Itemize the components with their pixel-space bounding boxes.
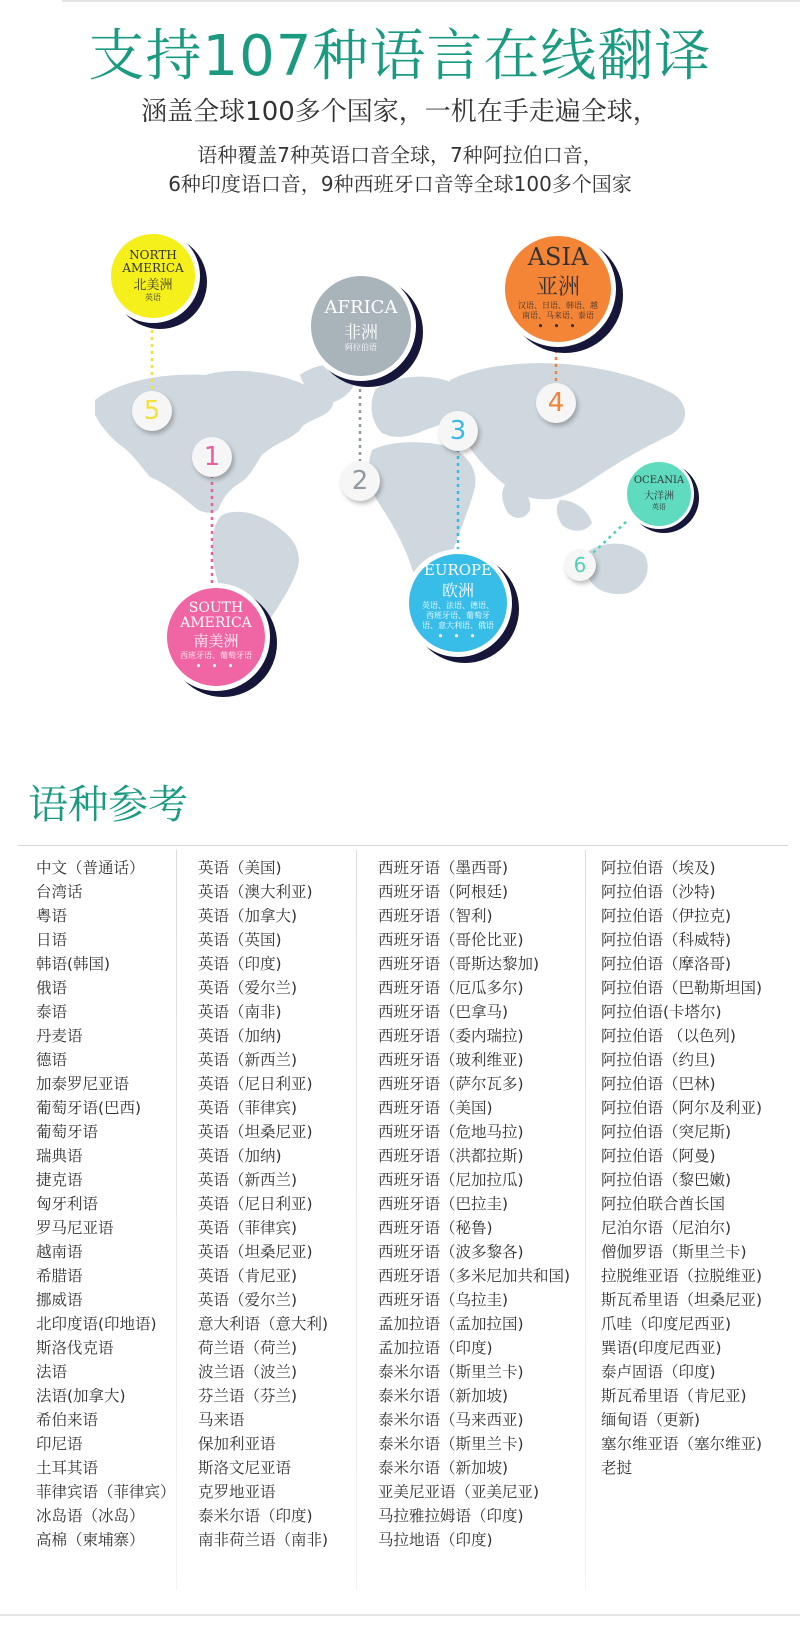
language-item: 西班牙语（波多黎各) bbox=[378, 1243, 524, 1261]
bubble-asia bbox=[500, 231, 616, 347]
language-item: 法语(加拿大) bbox=[36, 1387, 126, 1405]
language-item: 丹麦语 bbox=[36, 1027, 83, 1045]
language-item: 希伯来语 bbox=[36, 1411, 99, 1429]
language-item: 阿拉伯语（伊拉克) bbox=[601, 907, 732, 925]
asia-languages: 汉语、日语、韩语、越南语、马来语、泰语 bbox=[518, 301, 598, 321]
section-divider bbox=[18, 845, 788, 846]
description-line-1: 语种覆盖7种英语口音全球，7种阿拉伯口音， bbox=[197, 143, 603, 167]
bubble-north-america bbox=[106, 229, 200, 323]
language-item: 阿拉伯语（沙特) bbox=[601, 883, 716, 901]
asia-label-en: ASIA bbox=[527, 242, 589, 271]
north-america-label-cn: 北美洲 bbox=[133, 278, 173, 294]
description-line-2: 6种印度语口音，9种西班牙口音等全球100多个国家 bbox=[168, 172, 632, 196]
language-item: 英语（加纳) bbox=[198, 1027, 282, 1045]
marker-4: 4 bbox=[536, 383, 576, 423]
language-item: 韩语(韩国) bbox=[36, 955, 111, 973]
south-america-languages: 西班牙语、葡萄牙语 bbox=[180, 651, 252, 661]
language-item: 斯洛文尼亚语 bbox=[198, 1459, 292, 1477]
language-column-4 bbox=[601, 856, 762, 1480]
language-item: 荷兰语（荷兰) bbox=[198, 1339, 298, 1357]
language-item: 老挝 bbox=[601, 1459, 633, 1477]
language-item: 斯瓦希里语（肯尼亚) bbox=[601, 1387, 747, 1405]
north-america-languages: 英语 bbox=[145, 293, 161, 303]
marker-1: 1 bbox=[192, 437, 232, 477]
language-item: 中文（普通话） bbox=[36, 859, 145, 877]
language-item: 斯洛伐克语 bbox=[36, 1339, 114, 1357]
africa-label-cn: 非洲 bbox=[344, 322, 378, 343]
language-item: 英语（爱尔兰) bbox=[198, 1291, 298, 1309]
language-item: 葡萄牙语 bbox=[36, 1123, 99, 1141]
language-item: 克罗地亚语 bbox=[198, 1483, 276, 1501]
language-item: 缅甸语（更新) bbox=[601, 1411, 701, 1429]
language-item: 西班牙语（玻利维亚) bbox=[378, 1051, 524, 1069]
language-item: 阿拉伯联合酋长国 bbox=[601, 1195, 726, 1213]
language-item: 西班牙语（秘鲁) bbox=[378, 1219, 493, 1237]
language-item: 泰卢固语（印度) bbox=[601, 1363, 716, 1381]
language-item: 英语（新西兰) bbox=[198, 1051, 298, 1069]
language-item: 日语 bbox=[36, 931, 68, 949]
language-item: 阿拉伯语（埃及) bbox=[601, 859, 716, 877]
language-item: 西班牙语（乌拉圭) bbox=[378, 1291, 509, 1309]
south-america-label-en-1: SOUTH bbox=[188, 599, 244, 616]
language-item: 斯瓦希里语（坦桑尼亚) bbox=[601, 1291, 763, 1309]
page-title: 支持107种语言在线翻译 bbox=[88, 24, 712, 89]
marker-5: 5 bbox=[132, 391, 172, 431]
oceania-label-cn: 大洋洲 bbox=[644, 490, 674, 502]
language-item: 英语（爱尔兰) bbox=[198, 979, 298, 997]
language-item: 台湾话 bbox=[36, 883, 83, 901]
language-item: 西班牙语（多米尼加共和国) bbox=[378, 1267, 571, 1285]
language-item: 塞尔维亚语（塞尔维亚) bbox=[601, 1435, 763, 1453]
marker-6: 6 bbox=[564, 549, 596, 581]
language-item: 英语（英国) bbox=[198, 931, 282, 949]
language-item: 阿拉伯语（巴勒斯坦国) bbox=[601, 979, 763, 997]
language-item: 英语（肯尼亚) bbox=[198, 1267, 298, 1285]
world-map-infographic bbox=[0, 215, 800, 725]
africa-languages: 阿拉伯语 bbox=[345, 342, 377, 352]
language-item: 南非荷兰语（南非) bbox=[198, 1531, 329, 1549]
south-america-label-cn: 南美洲 bbox=[193, 632, 239, 651]
language-item: 泰米尔语（新加坡) bbox=[378, 1459, 509, 1477]
column-divider bbox=[585, 850, 586, 1590]
language-item: 匈牙利语 bbox=[36, 1195, 99, 1213]
language-item: 英语（南非) bbox=[198, 1003, 282, 1021]
language-item: 西班牙语（危地马拉) bbox=[378, 1123, 524, 1141]
south-america-label-en-2: AMERICA bbox=[180, 614, 252, 631]
bubble-europe bbox=[404, 549, 512, 657]
language-item: 阿拉伯语（巴林) bbox=[601, 1075, 716, 1093]
section-title: 语种参考 bbox=[28, 782, 188, 828]
bubble-africa bbox=[306, 271, 416, 381]
language-item: 孟加拉语（印度) bbox=[378, 1339, 493, 1357]
language-item: 意大利语（意大利) bbox=[198, 1315, 329, 1333]
language-item: 芬兰语（芬兰) bbox=[198, 1387, 298, 1405]
language-item: 西班牙语（阿根廷) bbox=[378, 883, 509, 901]
language-item: 希腊语 bbox=[36, 1267, 83, 1285]
southeast-asia-shape bbox=[557, 500, 592, 531]
language-item: 阿拉伯语（阿曼) bbox=[601, 1147, 716, 1165]
oceania-label-en: OCEANIA bbox=[633, 475, 685, 487]
bubble-south-america bbox=[162, 583, 270, 691]
language-item: 西班牙语（墨西哥) bbox=[378, 859, 509, 877]
language-item: 波兰语（波兰) bbox=[198, 1363, 298, 1381]
language-item: 泰米尔语（印度) bbox=[198, 1507, 313, 1525]
language-column-1 bbox=[36, 856, 176, 1552]
language-item: 英语（澳大利亚) bbox=[198, 883, 313, 901]
marker-3: 3 bbox=[438, 411, 478, 451]
language-item: 英语（加拿大) bbox=[198, 907, 298, 925]
language-item: 土耳其语 bbox=[36, 1459, 99, 1477]
north-america-label-en-2: AMERICA bbox=[122, 260, 184, 275]
bubble-oceania bbox=[624, 459, 694, 529]
language-item: 拉脱维亚语（拉脱维亚) bbox=[601, 1267, 763, 1285]
oceania-languages: 英语 bbox=[652, 502, 666, 511]
language-item: 西班牙语（萨尔瓦多) bbox=[378, 1075, 524, 1093]
language-column-3 bbox=[378, 856, 570, 1552]
language-item: 西班牙语（委内瑞拉) bbox=[378, 1027, 524, 1045]
language-item: 英语（菲律宾) bbox=[198, 1099, 298, 1117]
language-column-2 bbox=[198, 856, 328, 1552]
language-item: 阿拉伯语（突尼斯) bbox=[601, 1123, 732, 1141]
language-item: 阿拉伯语（科威特) bbox=[601, 931, 732, 949]
language-item: 西班牙语（哥伦比亚) bbox=[378, 931, 524, 949]
language-item: 英语（美国) bbox=[198, 859, 282, 877]
language-item: 西班牙语（美国) bbox=[378, 1099, 493, 1117]
language-item: 尼泊尔语（尼泊尔) bbox=[601, 1219, 732, 1237]
language-item: 英语（新西兰) bbox=[198, 1171, 298, 1189]
bottom-divider bbox=[0, 1614, 800, 1616]
top-divider bbox=[62, 0, 800, 2]
language-item: 西班牙语（尼加拉瓜) bbox=[378, 1171, 524, 1189]
language-item: 亚美尼亚语（亚美尼亚) bbox=[378, 1483, 540, 1501]
language-item: 加泰罗尼亚语 bbox=[36, 1075, 130, 1093]
language-item: 马来语 bbox=[198, 1411, 245, 1429]
language-item: 马拉雅拉姆语（印度) bbox=[378, 1507, 524, 1525]
language-item: 英语（坦桑尼亚) bbox=[198, 1123, 313, 1141]
africa-label-en: AFRICA bbox=[324, 297, 398, 319]
language-item: 爪哇（印度尼西亚) bbox=[601, 1315, 732, 1333]
language-item: 孟加拉语（孟加拉国) bbox=[378, 1315, 524, 1333]
language-item: 菲律宾语（菲律宾） bbox=[36, 1483, 176, 1501]
marker-2: 2 bbox=[340, 461, 380, 501]
asia-dots: • • • bbox=[537, 320, 579, 334]
language-item: 北印度语(印地语) bbox=[36, 1315, 157, 1333]
language-item: 泰语 bbox=[36, 1003, 68, 1021]
europe-label-en: EUROPE bbox=[423, 560, 493, 579]
language-item: 法语 bbox=[36, 1363, 68, 1381]
column-divider bbox=[356, 850, 357, 1590]
language-item: 俄语 bbox=[36, 979, 68, 997]
language-item: 罗马尼亚语 bbox=[36, 1219, 114, 1237]
language-item: 阿拉伯语（阿尔及利亚) bbox=[601, 1099, 763, 1117]
language-item: 保加利亚语 bbox=[198, 1435, 276, 1453]
language-item: 阿拉伯语 （以色列) bbox=[601, 1027, 736, 1045]
language-item: 阿拉伯语（摩洛哥) bbox=[601, 955, 732, 973]
language-item: 阿拉伯语（黎巴嫩) bbox=[601, 1171, 732, 1189]
language-item: 西班牙语（厄瓜多尔) bbox=[378, 979, 524, 997]
europe-languages: 英语、法语、德语、西班牙语、葡萄牙语、意大利语、俄语 bbox=[422, 601, 494, 631]
language-item: 英语（坦桑尼亚) bbox=[198, 1243, 313, 1261]
language-item: 泰米尔语（斯里兰卡) bbox=[378, 1363, 524, 1381]
language-item: 葡萄牙语(巴西) bbox=[36, 1099, 142, 1117]
language-item: 西班牙语（巴拿马) bbox=[378, 1003, 509, 1021]
language-item: 泰米尔语（新加坡) bbox=[378, 1387, 509, 1405]
language-item: 泰米尔语（马来西亚) bbox=[378, 1411, 524, 1429]
asia-label-cn: 亚洲 bbox=[535, 275, 580, 301]
language-item: 英语（印度) bbox=[198, 955, 282, 973]
europe-label-cn: 欧洲 bbox=[441, 581, 474, 601]
north-america-label-en-1: NORTH bbox=[129, 247, 177, 262]
language-item: 西班牙语（智利) bbox=[378, 907, 493, 925]
column-divider bbox=[176, 850, 177, 1590]
language-item: 西班牙语（哥斯达黎加) bbox=[378, 955, 540, 973]
language-item: 英语（加纳) bbox=[198, 1147, 282, 1165]
language-item: 德语 bbox=[36, 1051, 68, 1069]
language-item: 粤语 bbox=[36, 907, 68, 925]
language-item: 瑞典语 bbox=[36, 1147, 83, 1165]
language-item: 挪威语 bbox=[36, 1291, 83, 1309]
language-item: 阿拉伯语（约旦) bbox=[601, 1051, 716, 1069]
language-item: 捷克语 bbox=[36, 1171, 83, 1189]
language-item: 马拉地语（印度) bbox=[378, 1531, 493, 1549]
language-item: 冰岛语（冰岛） bbox=[36, 1507, 145, 1525]
south-america-dots: • • • bbox=[195, 660, 237, 674]
language-item: 高棉（柬埔寨） bbox=[36, 1531, 145, 1549]
language-item: 西班牙语（巴拉圭) bbox=[378, 1195, 509, 1213]
language-item: 西班牙语（洪都拉斯) bbox=[378, 1147, 524, 1165]
language-item: 英语（尼日利亚) bbox=[198, 1075, 313, 1093]
language-item: 印尼语 bbox=[36, 1435, 83, 1453]
language-item: 越南语 bbox=[36, 1243, 83, 1261]
europe-dots: • • • bbox=[437, 630, 479, 644]
language-item: 英语（菲律宾) bbox=[198, 1219, 298, 1237]
language-item: 泰米尔语（斯里兰卡) bbox=[378, 1435, 524, 1453]
subtitle: 涵盖全球100多个国家，一机在手走遍全球， bbox=[141, 97, 659, 127]
language-item: 阿拉伯语(卡塔尔) bbox=[601, 1003, 722, 1021]
language-item: 巽语(印度尼西亚) bbox=[601, 1339, 722, 1357]
language-item: 英语（尼日利亚) bbox=[198, 1195, 313, 1213]
language-item: 僧伽罗语（斯里兰卡) bbox=[601, 1243, 747, 1261]
